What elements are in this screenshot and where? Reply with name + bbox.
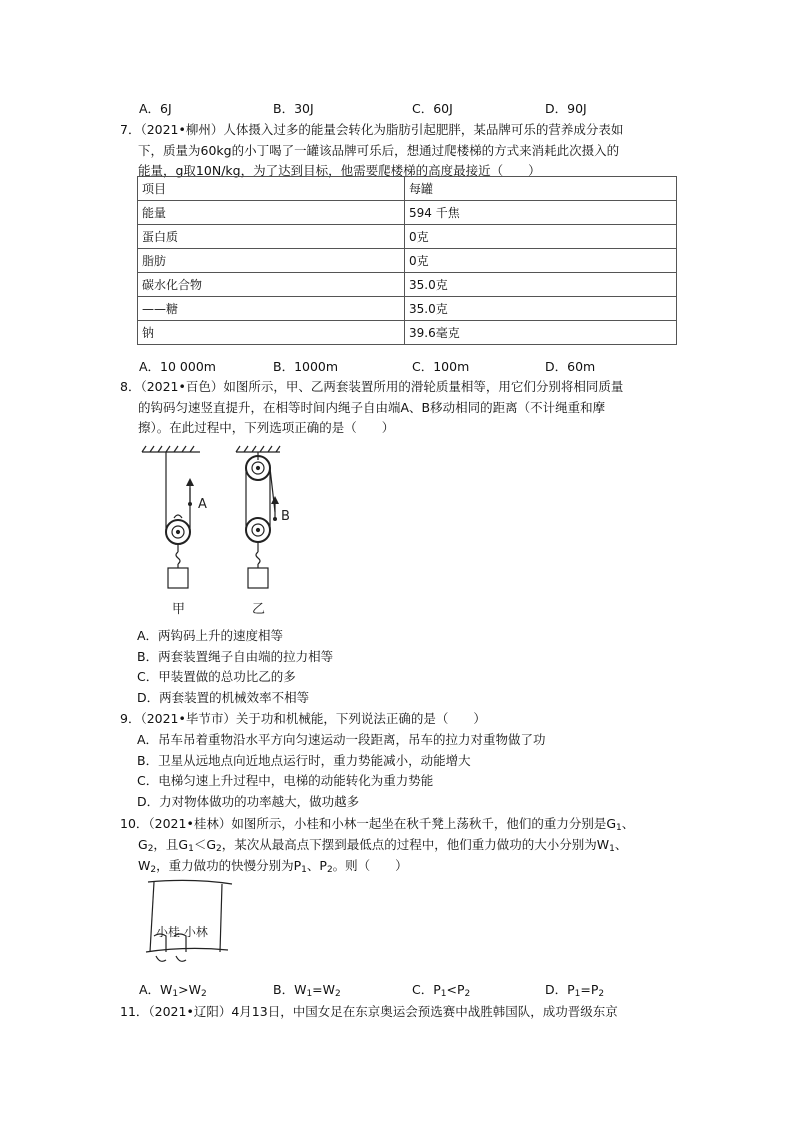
table-cell: 0克 — [405, 225, 677, 249]
label-yi: 乙 — [252, 602, 266, 617]
q9-option-b: B．卫星从远地点向近地点运行时，重力势能减小，动能增大 — [137, 753, 471, 768]
table-cell: 594 千焦 — [405, 201, 677, 225]
q9-option-d: D．力对物体做功的功率越大，做功越多 — [137, 794, 360, 809]
q8-line-1: 8．（2021•百色）如图所示，甲、乙两套装置所用的滑轮质量相等，用它们分别将相同质量 — [120, 379, 624, 394]
q10-options — [0, 981, 794, 999]
q8-line-3: 擦）。在此过程中，下列选项正确的是（ ） — [138, 420, 395, 435]
q6-option-c: C．60J — [412, 101, 453, 116]
swing-label: 小桂 小林 — [156, 925, 208, 939]
table-cell: 脂肪 — [138, 249, 405, 273]
q7-option-a: A．10 000m — [139, 359, 216, 374]
q6-option-b: B．30J — [273, 101, 314, 116]
q8-option-b: B．两套装置绳子自由端的拉力相等 — [137, 649, 334, 664]
table-row — [138, 249, 677, 273]
q11-line-1: 11．（2021•辽阳）4月13日，中国女足在东京奥运会预选赛中战胜韩国队，成功晋级东京 — [120, 1004, 618, 1019]
q10-option-b: B．$W_1=W_2$ — [273, 982, 341, 999]
q9-line-1: 9．（2021•毕节市）关于功和机械能，下列说法正确的是（ ） — [120, 711, 486, 726]
nutrition-table — [137, 176, 677, 345]
table-cell: 39.6毫克 — [405, 321, 677, 345]
label-a: A — [198, 497, 207, 512]
q7-line-2: 下，质量为60kg的小丁喝了一罐该品牌可乐后，想通过爬楼梯的方式来消耗此次摄入的 — [138, 143, 620, 158]
q6-options — [0, 99, 794, 117]
table-row — [138, 225, 677, 249]
q10-option-c: C．$P_1<P_2$ — [412, 982, 471, 999]
table-row — [138, 177, 677, 201]
table-row — [138, 321, 677, 345]
table-cell: 35.0克 — [405, 297, 677, 321]
q10-line-1: 10．（2021•桂林）如图所示，小桂和小林一起坐在秋千凳上荡秋千，他们的重力分别是$G_1$、 — [120, 816, 635, 833]
q6-option-a: A．6J — [139, 101, 172, 116]
q7-options — [0, 357, 794, 375]
table-cell: 项目 — [138, 177, 405, 201]
table-cell: 能量 — [138, 201, 405, 225]
q8-line-2: 的钩码匀速竖直提升，在相等时间内绳子自由端A、B移动相同的距离（不计绳重和摩 — [138, 400, 606, 415]
table-cell: 每罐 — [405, 177, 677, 201]
table-cell: 蛋白质 — [138, 225, 405, 249]
table-cell: 0克 — [405, 249, 677, 273]
table-row — [138, 201, 677, 225]
q10-option-a: A．$W_1>W_2$ — [139, 982, 207, 999]
q8-option-a: A．两钩码上升的速度相等 — [137, 628, 284, 643]
table-cell: ——糖 — [138, 297, 405, 321]
label-b: B — [281, 509, 290, 524]
q7-line-1: 7．（2021•柳州）人体摄入过多的能量会转化为脂肪引起肥胖，某品牌可乐的营养成分表如 — [120, 122, 624, 137]
q6-option-d: D．90J — [545, 101, 587, 116]
table-cell: 钠 — [138, 321, 405, 345]
table-row — [138, 297, 677, 321]
pulley-figure — [130, 440, 310, 620]
q7-option-d: D．60m — [545, 359, 596, 374]
q10-line-3: $W_2$，重力做功的快慢分别为$P_1$、$P_2$。则（ ） — [138, 858, 408, 875]
label-jia: 甲 — [172, 602, 186, 617]
swing-figure — [140, 876, 240, 974]
q10-option-d: D．$P_1=P_2$ — [545, 982, 605, 999]
q7-option-b: B．1000m — [273, 359, 339, 374]
q7-option-c: C．100m — [412, 359, 470, 374]
table-cell: 35.0克 — [405, 273, 677, 297]
q8-option-d: D．两套装置的机械效率不相等 — [137, 690, 310, 705]
q7-line-3: 能量，g取10N/kg，为了达到目标，他需要爬楼梯的高度最接近（ ） — [138, 163, 541, 178]
q9-option-a: A．吊车吊着重物沿水平方向匀速运动一段距离，吊车的拉力对重物做了功 — [137, 732, 546, 747]
table-cell: 碳水化合物 — [138, 273, 405, 297]
q10-line-2: $G_2$，且$G_1<G_2$，某次从最高点下摆到最低点的过程中，他们重力做功的大小分别为$W_1$、 — [138, 837, 628, 854]
q8-option-c: C．甲装置做的总功比乙的多 — [137, 669, 296, 684]
table-row — [138, 273, 677, 297]
q9-option-c: C．电梯匀速上升过程中，电梯的动能转化为重力势能 — [137, 773, 434, 788]
